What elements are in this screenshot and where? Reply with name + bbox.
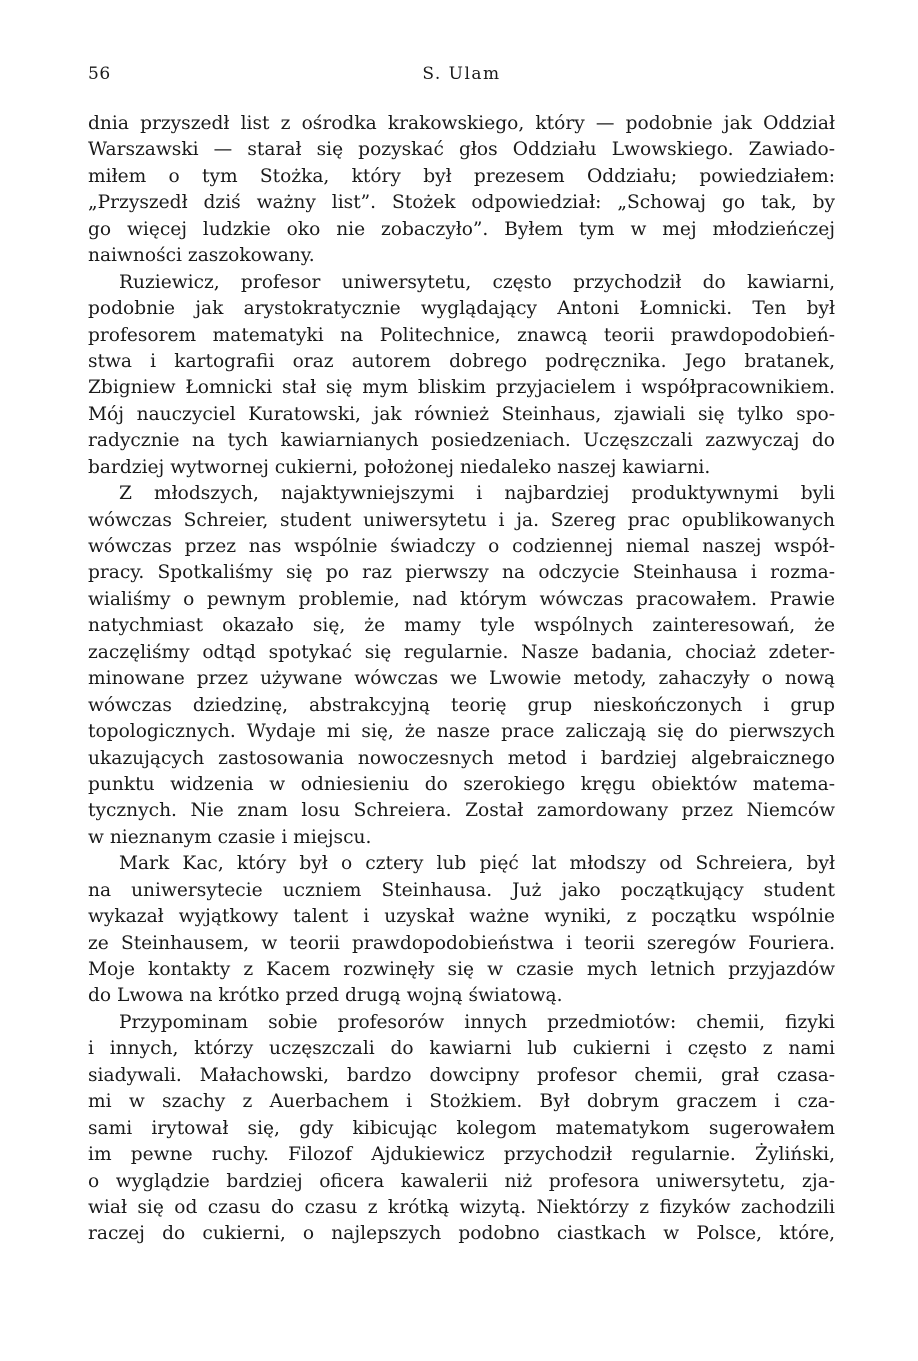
text-line: Warszawski — starał się pozyskać głos Oddziału Lwowskiego. Zawiado- xyxy=(88,139,835,161)
text-line: go więcej ludzkie oko nie zobaczyło”. Byłem tym w mej młodzieńczej xyxy=(88,218,835,240)
text-line: mi w szachy z Auerbachem i Stożkiem. Był dobrym graczem i cza- xyxy=(88,1091,835,1113)
text-line: miłem o tym Stożka, który był prezesem Oddziału; powiedziałem: xyxy=(88,165,835,187)
page-number: 56 xyxy=(88,64,111,84)
text-line: Zbigniew Łomnicki stał się mym bliskim przyjacielem i współpracownikiem. xyxy=(88,377,835,399)
text-line: wykazał wyjątkowy talent i uzyskał ważne wyniki, z początku wspólnie xyxy=(88,906,835,928)
text-line: wówczas Schreier, student uniwersytetu i ja. Szereg prac opublikowanych xyxy=(88,509,835,531)
text-line: ukazujących zastosowania nowoczesnych metod i bardziej algebraicznego xyxy=(88,747,835,769)
text-line: w nieznanym czasie i miejscu. xyxy=(88,826,372,848)
text-line: na uniwersytecie uczniem Steinhausa. Już jako początkujący student xyxy=(88,879,835,901)
page-header xyxy=(88,64,835,88)
text-line: naiwności zaszokowany. xyxy=(88,245,315,267)
text-line: stwa i kartografii oraz autorem dobrego podręcznika. Jego bratanek, xyxy=(88,350,835,372)
running-head: S. Ulam xyxy=(422,64,501,84)
text-line: natychmiast okazało się, że mamy tyle wspólnych zainteresowań, że xyxy=(88,615,835,637)
text-line: ze Steinhausem, w teorii prawdopodobieństwa i teorii szeregów Fouriera. xyxy=(88,932,835,954)
text-line: o wyglądzie bardziej oficera kawalerii niż profesora uniwersytetu, zja- xyxy=(88,1170,835,1192)
text-line: wówczas przez nas wspólnie świadczy o codziennej niemal naszej współ- xyxy=(88,536,835,557)
text-line: im pewne ruchy. Filozof Ajdukiewicz przychodził regularnie. Żyliński, xyxy=(88,1144,835,1166)
text-line: i innych, którzy uczęszczali do kawiarni lub cukierni i często z nami xyxy=(88,1038,835,1060)
text-line: Z młodszych, najaktywniejszymi i najbardziej produktywnymi byli xyxy=(119,483,835,505)
text-line: Ruziewicz, profesor uniwersytetu, często przychodził do kawiarni, xyxy=(119,271,835,293)
text-line: tycznych. Nie znam losu Schreiera. Został zamordowany przez Niemców xyxy=(88,800,835,822)
text-line: Mój nauczyciel Kuratowski, jak również Steinhaus, zjawiali się tylko spo- xyxy=(88,403,835,425)
text-line: wówczas dziedzinę, abstrakcyjną teorię grup nieskończonych i grup xyxy=(88,694,835,716)
text-line: pracy. Spotkaliśmy się po raz pierwszy na odczycie Steinhausa i rozma- xyxy=(88,562,835,584)
text-line: bardziej wytwornej cukierni, położonej niedaleko naszej kawiarni. xyxy=(88,456,711,478)
text-line: dnia przyszedł list z ośrodka krakowskiego, który — podobnie jak Oddział xyxy=(88,113,835,134)
text-line: punktu widzenia w odniesieniu do szerokiego kręgu obiektów matema- xyxy=(88,773,835,795)
text-line: zaczęliśmy odtąd spotykać się regularnie. Nasze badania, chociaż zdeter- xyxy=(88,641,835,663)
text-line: topologicznych. Wydaje mi się, że nasze prace zaliczają się do pierwszych xyxy=(88,721,835,743)
text-line: „Przyszedł dziś ważny list”. Stożek odpowiedział: „Schowaj go tak, by xyxy=(88,192,835,214)
text-line: Przypominam sobie profesorów innych przedmiotów: chemii, fizyki xyxy=(119,1011,835,1033)
text-line: radycznie na tych kawiarnianych posiedzeniach. Uczęszczali zazwyczaj do xyxy=(88,430,835,452)
text-line: profesorem matematyki na Politechnice, znawcą teorii prawdopodobień- xyxy=(88,324,835,346)
text-line: do Lwowa na krótko przed drugą wojną światową. xyxy=(88,985,563,1007)
text-line: wiał się od czasu do czasu z krótką wizytą. Niektórzy z fizyków zachodzili xyxy=(88,1196,835,1218)
text-line: minowane przez używane wówczas we Lwowie metody, zahaczyły o nową xyxy=(88,668,835,690)
body-text xyxy=(88,111,835,1248)
text-line: sami irytował się, gdy kibicując kolegom matematykom sugerowałem xyxy=(88,1117,835,1139)
text-line: podobnie jak arystokratycznie wyglądający Antoni Łomnicki. Ten był xyxy=(88,298,835,320)
text-line: raczej do cukierni, o najlepszych podobno ciastkach w Polsce, które, xyxy=(88,1223,835,1245)
text-line: wialiśmy o pewnym problemie, nad którym wówczas pracowałem. Prawie xyxy=(88,588,835,610)
text-line: Mark Kac, który był o cztery lub pięć lat młodszy od Schreiera, był xyxy=(119,853,835,875)
text-line: Moje kontakty z Kacem rozwinęły się w czasie mych letnich przyjazdów xyxy=(88,959,835,980)
text-line: siadywali. Małachowski, bardzo dowcipny profesor chemii, grał czasa- xyxy=(88,1064,835,1086)
